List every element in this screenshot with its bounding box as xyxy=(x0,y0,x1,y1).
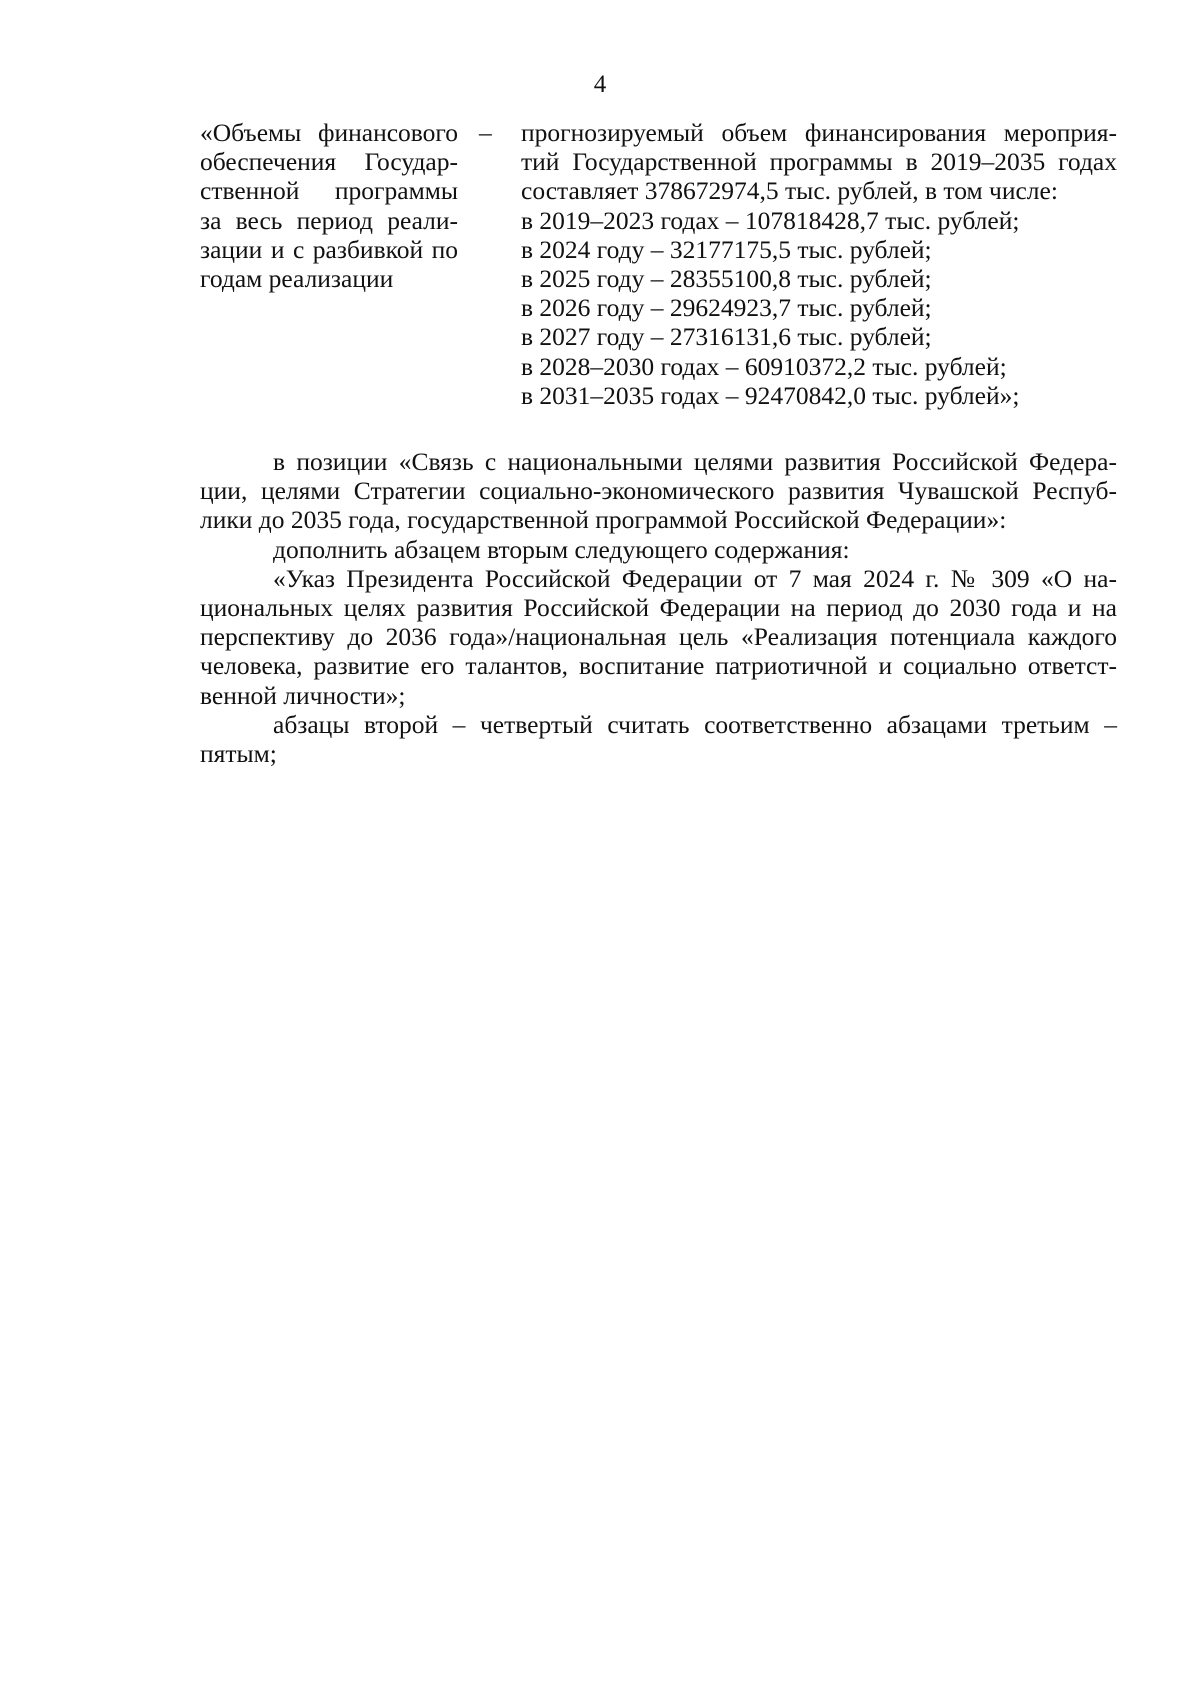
passport-value-line: составляет 378672974,5 тыс. рублей, в том числе: xyxy=(521,176,1058,206)
body-line: пятым; xyxy=(200,739,277,769)
passport-value-line: в 2019–2023 годах – 107818428,7 тыс. рублей; xyxy=(521,205,1020,235)
body-line: абзацы второй – четвертый считать соответственно абзацами третьим – xyxy=(273,709,1117,739)
passport-value-line: в 2027 году – 27316131,6 тыс. рублей; xyxy=(521,322,932,352)
passport-value-line: в 2031–2035 годах – 92470842,0 тыс. рублей»; xyxy=(521,380,1020,410)
passport-value-line: в 2025 году – 28355100,8 тыс. рублей; xyxy=(521,264,932,294)
body-line: в позиции «Связь с национальными целями развития Российской Федера- xyxy=(273,447,1117,476)
passport-label-line: зации и с разбивкой по xyxy=(200,234,458,264)
body-line: циональных целях развития Российской Федерации на период до 2030 года и на xyxy=(200,593,1117,623)
passport-value-line: прогнозируемый объем финансирования мероприя- xyxy=(521,118,1117,147)
passport-value xyxy=(521,118,1117,410)
body-line: перспективу до 2036 года»/национальная цель «Реализация потенциала каждого xyxy=(200,622,1117,652)
body-line: человека, развитие его талантов, воспитание патриотичной и социально ответст- xyxy=(200,651,1117,681)
body-line: лики до 2035 года, государственной программой Российской Федерации»: xyxy=(200,505,1007,535)
body-line: дополнить абзацем вторым следующего содержания: xyxy=(273,534,850,564)
page-number: 4 xyxy=(593,71,607,98)
passport-label-line: годам реализации xyxy=(200,264,394,294)
passport-value-line: в 2026 году – 29624923,7 тыс. рублей; xyxy=(521,293,932,323)
passport-label-line: за весь период реали- xyxy=(200,205,458,235)
passport-dash: – xyxy=(479,118,492,147)
passport-label-line: обеспечения Государ- xyxy=(200,147,458,177)
passport-label-line: ственной программы xyxy=(200,176,458,206)
body-line: венной личности»; xyxy=(200,680,406,710)
amendment-text xyxy=(200,447,1117,768)
passport-value-line: тий Государственной программы в 2019–2035 годах xyxy=(521,147,1117,177)
passport-value-line: в 2028–2030 годах – 60910372,2 тыс. рублей; xyxy=(521,351,1007,381)
body-line: «Указ Президента Российской Федерации от 7 мая 2024 г. № 309 «О на- xyxy=(273,563,1117,593)
body-line: ции, целями Стратегии социально-экономического развития Чувашской Респуб- xyxy=(200,476,1117,506)
passport-label xyxy=(200,118,458,293)
passport-value-line: в 2024 году – 32177175,5 тыс. рублей; xyxy=(521,234,932,264)
passport-label-line: «Объемы финансового xyxy=(200,118,458,147)
